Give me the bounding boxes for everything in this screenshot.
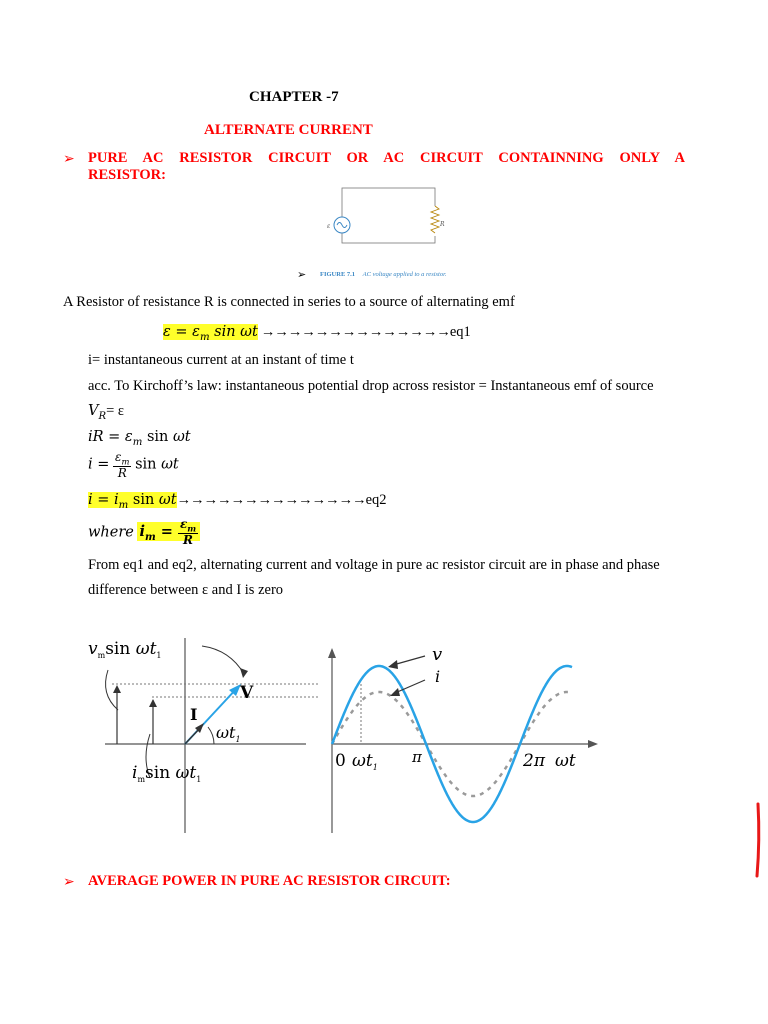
ir-equation: iR = $\varepsilon_m$ sin ωt — [88, 429, 191, 448]
section-heading-1-cont: RESISTOR: — [88, 167, 166, 183]
instantaneous-current-def: i= instantaneous current at an instant of time t — [88, 352, 354, 368]
intro-paragraph: A Resistor of resistance R is connected in series to a source of alternating emf — [63, 294, 515, 310]
phasor-v-label: V — [240, 683, 254, 703]
chapter-subtitle: ALTERNATE CURRENT — [204, 122, 373, 138]
phasor-angle-label: $\omega t_1$ — [216, 723, 241, 744]
red-pen-mark — [752, 800, 764, 880]
equation-1-tag: eq1 — [449, 324, 471, 340]
equation-2 — [88, 492, 387, 511]
conclusion-line-1: From eq1 and eq2, alternating current and voltage in pure ac resistor circuit are in phase and phase — [88, 557, 660, 573]
figure-caption-text: AC voltage applied to a resistor. — [362, 271, 447, 278]
wave-pi-label: π — [412, 748, 422, 766]
wave-wt1-label: $\omega t_1$ — [352, 751, 378, 772]
circuit-figure — [318, 180, 466, 250]
source-label: ε — [327, 223, 331, 230]
peak-current-definition — [88, 518, 200, 547]
emf-expression: $\varepsilon = \varepsilon_m$ sin ωt — [163, 324, 258, 343]
wave-2pi-label: 2π — [523, 751, 545, 771]
resistor-label: R — [440, 221, 445, 228]
section-bullet-1: ➢ — [63, 152, 75, 167]
i-fraction-equation: i = $\frac{\varepsilon_m}{R}$ sin ωt — [88, 450, 179, 481]
section-heading-1: PURE AC RESISTOR CIRCUIT OR AC CIRCUIT CONTAINNING ONLY A — [88, 150, 685, 166]
figure-caption — [320, 271, 447, 278]
peak-current-expression: $i_m$ = $\frac{\varepsilon_m}{R}$ — [137, 522, 200, 541]
phasor-i-label: I — [190, 705, 198, 724]
where-word: where — [88, 524, 134, 541]
wave-wt-label: ωt — [555, 751, 576, 771]
wave-v-label: v — [432, 644, 443, 665]
vr-equation: $V_R= \varepsilon$ — [88, 403, 125, 422]
phasor-im-label: $i_m\sin$ $\omega t_1$ — [132, 763, 202, 784]
equation-2-tag: eq2 — [365, 492, 387, 508]
waveform-plot — [320, 630, 610, 840]
figure-label: FIGURE 7.1 — [320, 271, 356, 278]
figure-caption-bullet: ➢ — [297, 269, 307, 281]
current-expression: $i = i_m$ sin ωt — [88, 492, 177, 511]
equation-1 — [163, 324, 471, 343]
wave-origin-label: 0 — [335, 751, 346, 771]
angle-arc — [208, 727, 214, 744]
phasor-diagram — [80, 630, 320, 840]
i-fraction: $\frac{\varepsilon_m}{R}$ — [115, 450, 130, 481]
chapter-title: CHAPTER -7 — [249, 89, 339, 105]
conclusion-line-2: difference between ε and I is zero — [88, 582, 284, 598]
wave-i-label: i — [435, 667, 441, 686]
kirchhoff-statement: acc. To Kirchoff’s law: instantaneous potential drop across resistor = Instantaneous emf of source — [88, 378, 654, 394]
section-heading-2: AVERAGE POWER IN PURE AC RESISTOR CIRCUIT: — [88, 873, 451, 889]
equation-2-arrows: →→→→→→→→→→→→→→ — [176, 492, 366, 508]
section-bullet-2: ➢ — [63, 875, 75, 890]
equation-1-arrows: →→→→→→→→→→→→→→ — [260, 324, 450, 340]
phasor-vm-label: $v_m\sin$ $\omega t_1$ — [88, 639, 162, 660]
